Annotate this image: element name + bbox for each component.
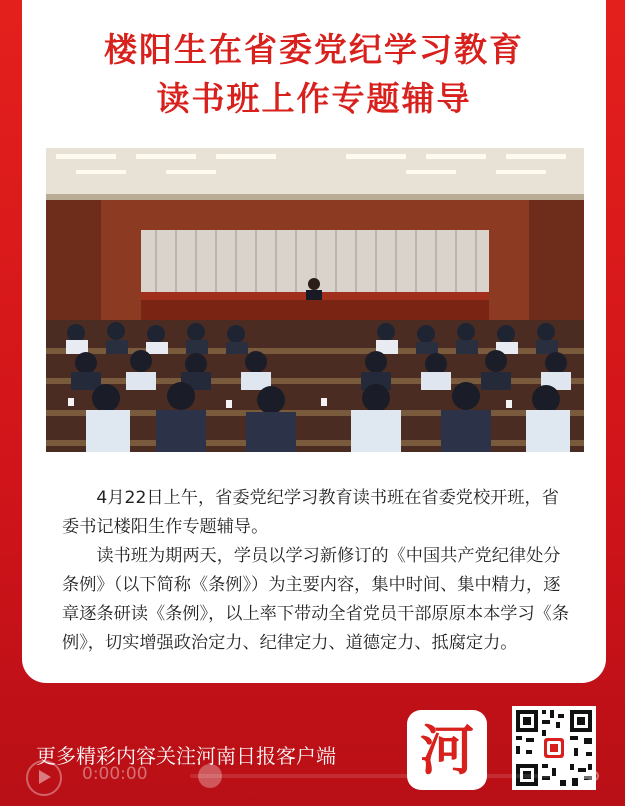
footer-promo-text: 更多精彩内容关注河南日报客户端: [36, 744, 336, 768]
article-card: [22, 0, 606, 683]
play-icon: [39, 770, 51, 784]
progress-knob[interactable]: [198, 764, 222, 788]
volume-button[interactable]: [580, 764, 604, 792]
logo-character: 河: [420, 718, 474, 782]
article-body: [62, 484, 570, 658]
progress-track[interactable]: [190, 774, 550, 778]
meeting-photo: [46, 148, 584, 452]
play-button[interactable]: [26, 760, 62, 796]
speaker-icon: [580, 764, 604, 788]
article-paragraph-1: 4月22日上午，省委党纪学习教育读书班在省委党校开班，省委书记楼阳生作专题辅导。: [62, 488, 559, 537]
headline-line-1: 楼阳生在省委党纪学习教育: [104, 30, 524, 69]
meeting-hall-illustration: [46, 148, 584, 452]
playback-time: 0:00:00: [82, 764, 148, 784]
headline-line-2: 读书班上作专题辅导: [156, 79, 472, 118]
article-paragraph-2: 读书班为期两天，学员以学习新修订的《中国共产党纪律处分条例》（以下简称《条例》）为主要内容，集中时间、集中精力，逐章逐条研读《条例》，以上率下带动全省党员干部原原本本学习《条例》，切实增强政治定力、纪律定力、道德定力、抵腐定力。: [62, 546, 570, 653]
media-player-bar: [20, 756, 610, 796]
